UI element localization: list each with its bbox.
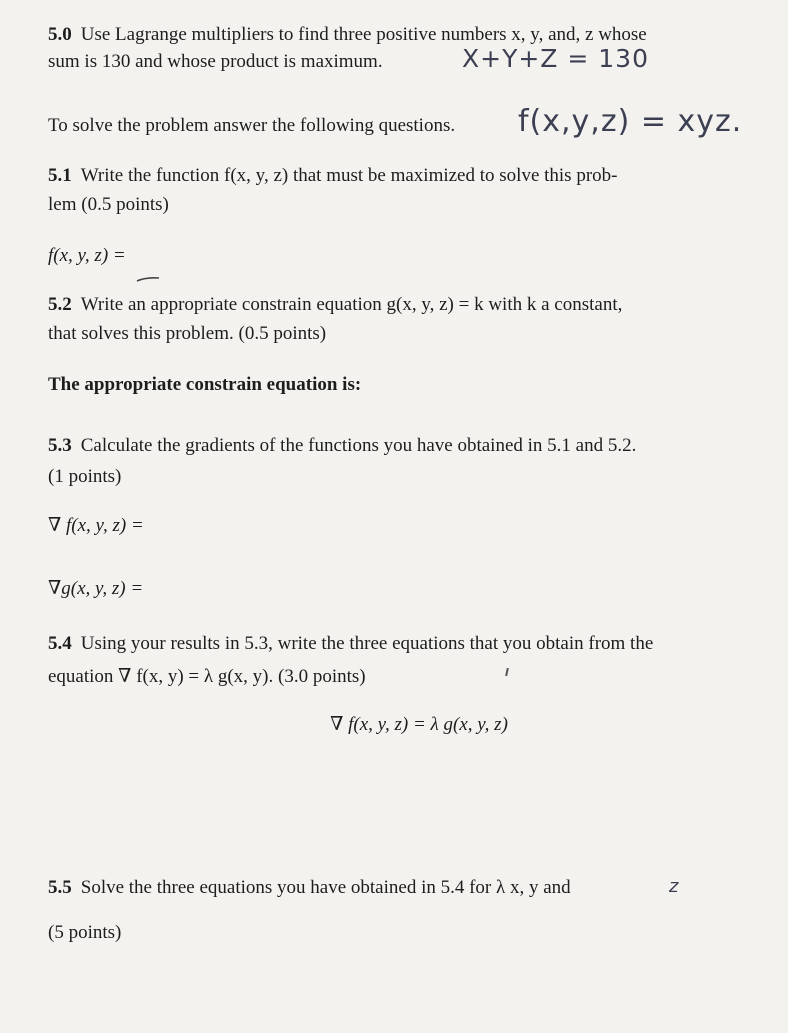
question-5-0-line1 <box>48 24 748 46</box>
constraint-answer-label: The appropriate constrain equation is: <box>48 374 362 395</box>
question-text: Solve the three equations you have obtained in 5.4 for λ x, y and <box>80 877 571 898</box>
handwritten-constraint: X+Y+Z = 130 <box>462 44 649 73</box>
question-5-5-line2: (5 points) <box>48 922 122 943</box>
question-text: Write an appropriate constrain equation g(x, y, z) = k with k a constant, <box>80 294 623 315</box>
gradient-g-label: ∇g(x, y, z) = <box>48 578 144 599</box>
question-text: Using your results in 5.3, write the three equations that you obtain from the <box>80 633 654 654</box>
question-5-4-line1 <box>48 633 748 655</box>
question-5-3-line1 <box>48 435 748 457</box>
question-5-1-line2: lem (0.5 points) <box>48 194 169 215</box>
question-text: Calculate the gradients of the functions you have obtained in 5.1 and 5.2. <box>80 435 637 456</box>
question-5-4-line2: equation ∇ f(x, y) = λ g(x, y). (3.0 points) <box>48 666 366 687</box>
question-number: 5.0 <box>48 24 72 45</box>
question-5-2-line1 <box>48 294 748 316</box>
handwritten-z: z <box>669 876 679 897</box>
question-number: 5.4 <box>48 633 72 654</box>
question-number: 5.2 <box>48 294 72 315</box>
question-5-2-line2: that solves this problem. (0.5 points) <box>48 323 327 344</box>
question-5-3-line2: (1 points) <box>48 466 122 487</box>
instructions-text: To solve the problem answer the following questions. <box>48 115 456 136</box>
gradient-f-label: ∇ f(x, y, z) = <box>48 515 144 536</box>
handwritten-function: f(x,y,z) = xyz. <box>518 104 743 139</box>
question-number: 5.5 <box>48 877 72 898</box>
question-5-5-line1 <box>48 877 748 899</box>
question-5-0-line2: sum is 130 and whose product is maximum. <box>48 51 383 72</box>
pen-mark <box>136 276 160 282</box>
question-text: Write the function f(x, y, z) that must be maximized to solve this prob- <box>80 165 618 186</box>
question-text: Use Lagrange multipliers to find three positive numbers x, y, and, z whose <box>80 24 647 45</box>
answer-label-f: f(x, y, z) = <box>48 245 126 266</box>
lagrange-equation: ∇ f(x, y, z) = λ g(x, y, z) <box>330 714 508 735</box>
question-number: 5.1 <box>48 165 72 186</box>
question-5-1-line1 <box>48 165 748 187</box>
question-number: 5.3 <box>48 435 72 456</box>
